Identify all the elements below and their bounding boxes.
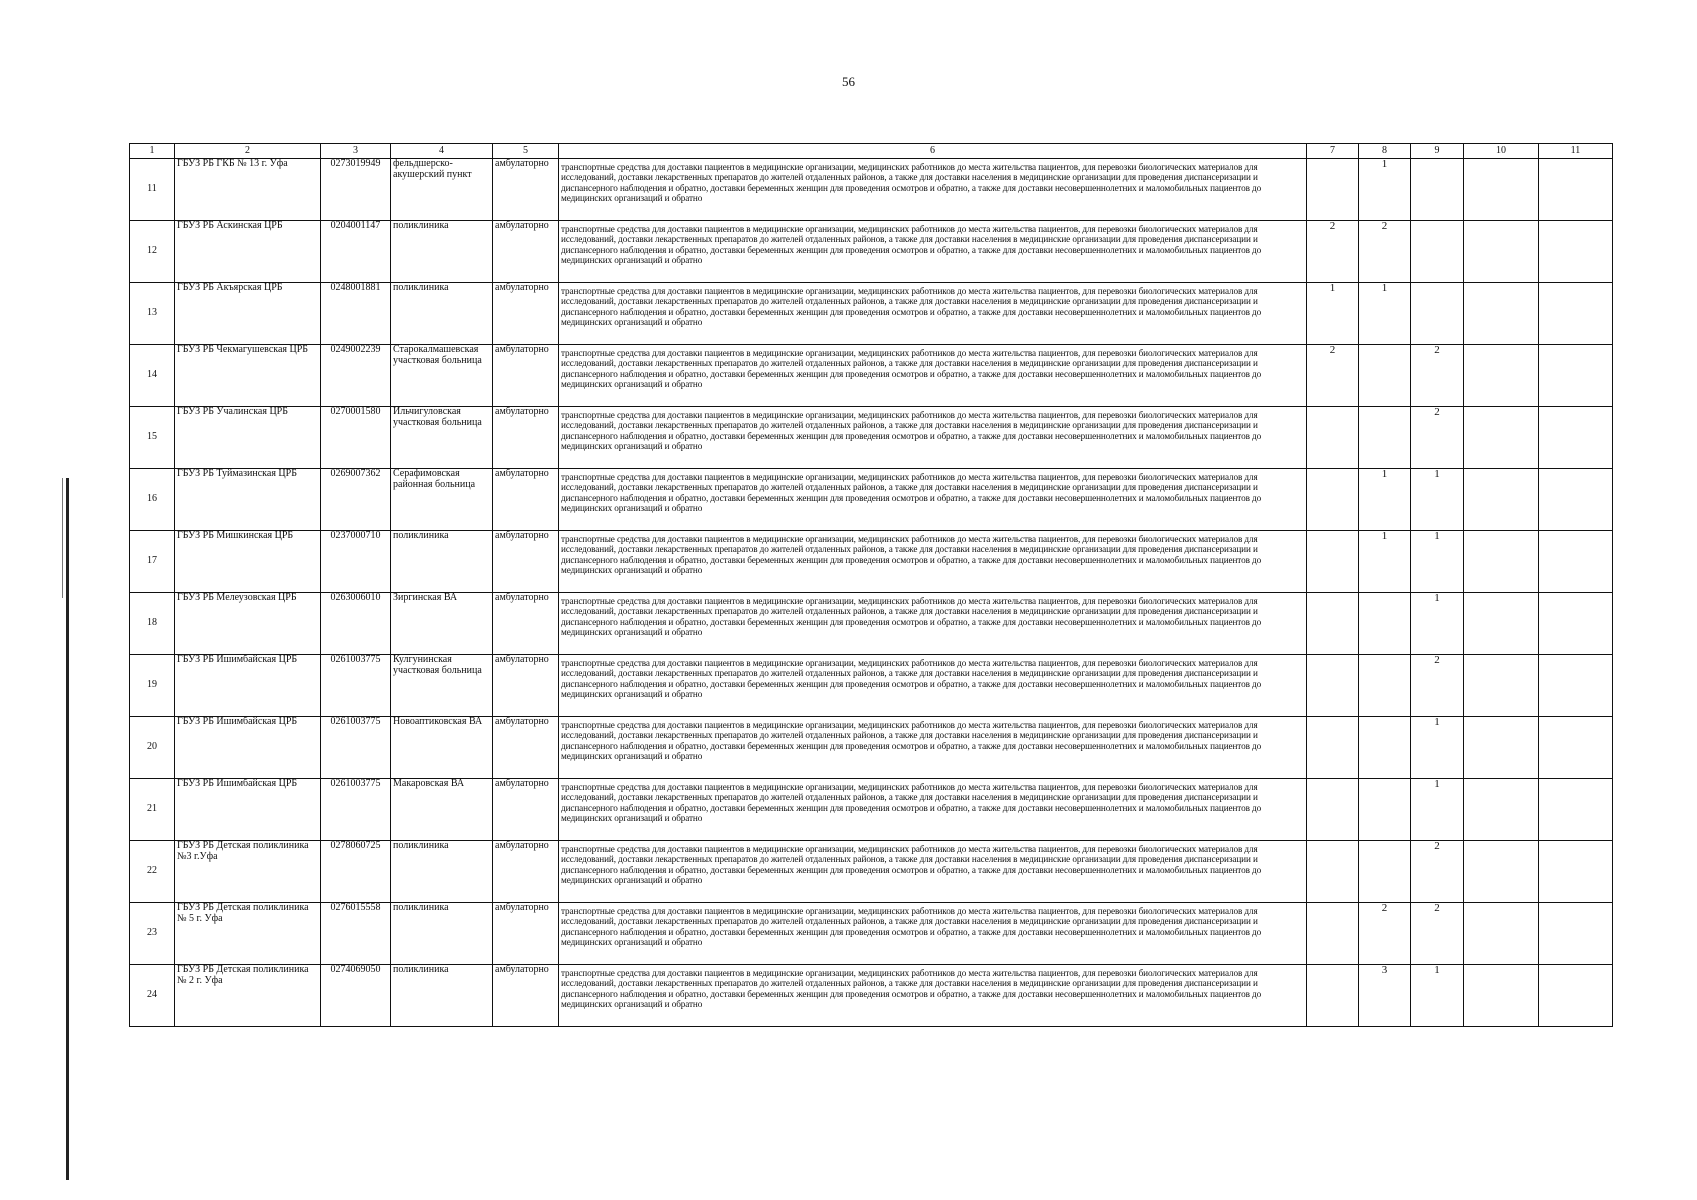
row-number: 21	[130, 779, 175, 841]
col-8-value: 3	[1359, 965, 1411, 1027]
vehicle-purpose: транспортные средства для доставки пациентов в медицинские организации, медицинских работников до места жительства пациентов, для перевозки биологических материалов для исследований, доставки лекарственных препаратов до жителей отдаленных районов, а также для доставки населения в медицинские организации для проведения диспансеризации и диспансерного наблюдения и обратно, доставки беременных женщин для проведения осмотров и обратно, а также для доставки несовершеннолетних и маломобильных пациентов до медицинских организаций и обратно	[559, 717, 1307, 779]
vehicle-purpose: транспортные средства для доставки пациентов в медицинские организации, медицинских работников до места жительства пациентов, для перевозки биологических материалов для исследований, доставки лекарственных препаратов до жителей отдаленных районов, а также для доставки населения в медицинские организации для проведения диспансеризации и диспансерного наблюдения и обратно, доставки беременных женщин для проведения осмотров и обратно, а также для доставки несовершеннолетних и маломобильных пациентов до медицинских организаций и обратно	[559, 841, 1307, 903]
col-11-value	[1539, 841, 1613, 903]
vehicle-purpose: транспортные средства для доставки пациентов в медицинские организации, медицинских работников до места жительства пациентов, для перевозки биологических материалов для исследований, доставки лекарственных препаратов до жителей отдаленных районов, а также для доставки населения в медицинские организации для проведения диспансеризации и диспансерного наблюдения и обратно, доставки беременных женщин для проведения осмотров и обратно, а также для доставки несовершеннолетних и маломобильных пациентов до медицинских организаций и обратно	[559, 655, 1307, 717]
subdivision-name: поликлиника	[391, 221, 493, 283]
header-cell: 6	[559, 144, 1307, 159]
inn-code: 0204001147	[321, 221, 391, 283]
col-11-value	[1539, 221, 1613, 283]
col-11-value	[1539, 283, 1613, 345]
scan-edge-mark-thin	[62, 478, 63, 598]
col-7-value	[1307, 655, 1359, 717]
col-8-value	[1359, 345, 1411, 407]
col-10-value	[1464, 903, 1539, 965]
vehicle-purpose: транспортные средства для доставки пациентов в медицинские организации, медицинских работников до места жительства пациентов, для перевозки биологических материалов для исследований, доставки лекарственных препаратов до жителей отдаленных районов, а также для доставки населения в медицинские организации для проведения диспансеризации и диспансерного наблюдения и обратно, доставки беременных женщин для проведения осмотров и обратно, а также для доставки несовершеннолетних и маломобильных пациентов до медицинских организаций и обратно	[559, 531, 1307, 593]
organization-name: ГБУЗ РБ Туймазинская ЦРБ	[175, 469, 321, 531]
row-number: 17	[130, 531, 175, 593]
vehicle-purpose: транспортные средства для доставки пациентов в медицинские организации, медицинских работников до места жительства пациентов, для перевозки биологических материалов для исследований, доставки лекарственных препаратов до жителей отдаленных районов, а также для доставки населения в медицинские организации для проведения диспансеризации и диспансерного наблюдения и обратно, доставки беременных женщин для проведения осмотров и обратно, а также для доставки несовершеннолетних и маломобильных пациентов до медицинских организаций и обратно	[559, 221, 1307, 283]
col-10-value	[1464, 345, 1539, 407]
inn-code: 0237000710	[321, 531, 391, 593]
col-8-value	[1359, 407, 1411, 469]
col-10-value	[1464, 469, 1539, 531]
vehicle-purpose: транспортные средства для доставки пациентов в медицинские организации, медицинских работников до места жительства пациентов, для перевозки биологических материалов для исследований, доставки лекарственных препаратов до жителей отдаленных районов, а также для доставки населения в медицинские организации для проведения диспансеризации и диспансерного наблюдения и обратно, доставки беременных женщин для проведения осмотров и обратно, а также для доставки несовершеннолетних и маломобильных пациентов до медицинских организаций и обратно	[559, 469, 1307, 531]
table-row	[130, 965, 1613, 1027]
subdivision-name: Новоаптиковская ВА	[391, 717, 493, 779]
header-cell: 3	[321, 144, 391, 159]
row-number: 18	[130, 593, 175, 655]
care-type: амбулаторно	[493, 345, 559, 407]
header-cell: 9	[1411, 144, 1464, 159]
subdivision-name: Кулгунинская участковая больница	[391, 655, 493, 717]
header-cell: 7	[1307, 144, 1359, 159]
table-row	[130, 407, 1613, 469]
care-type: амбулаторно	[493, 283, 559, 345]
col-9-value: 2	[1411, 841, 1464, 903]
col-9-value: 2	[1411, 407, 1464, 469]
row-number: 19	[130, 655, 175, 717]
col-7-value: 1	[1307, 283, 1359, 345]
vehicle-purpose: транспортные средства для доставки пациентов в медицинские организации, медицинских работников до места жительства пациентов, для перевозки биологических материалов для исследований, доставки лекарственных препаратов до жителей отдаленных районов, а также для доставки населения в медицинские организации для проведения диспансеризации и диспансерного наблюдения и обратно, доставки беременных женщин для проведения осмотров и обратно, а также для доставки несовершеннолетних и маломобильных пациентов до медицинских организаций и обратно	[559, 593, 1307, 655]
row-number: 15	[130, 407, 175, 469]
col-10-value	[1464, 221, 1539, 283]
care-type: амбулаторно	[493, 965, 559, 1027]
col-7-value	[1307, 903, 1359, 965]
col-10-value	[1464, 717, 1539, 779]
subdivision-name: поликлиника	[391, 841, 493, 903]
col-9-value	[1411, 159, 1464, 221]
organization-name: ГБУЗ РБ Детская поликлиника № 5 г. Уфа	[175, 903, 321, 965]
inn-code: 0278060725	[321, 841, 391, 903]
col-7-value	[1307, 407, 1359, 469]
col-7-value	[1307, 841, 1359, 903]
col-10-value	[1464, 593, 1539, 655]
organization-name: ГБУЗ РБ Мелеузовская ЦРБ	[175, 593, 321, 655]
col-10-value	[1464, 407, 1539, 469]
care-type: амбулаторно	[493, 407, 559, 469]
table-row	[130, 345, 1613, 407]
col-7-value	[1307, 965, 1359, 1027]
inn-code: 0263006010	[321, 593, 391, 655]
row-number: 20	[130, 717, 175, 779]
row-number: 11	[130, 159, 175, 221]
organization-name: ГБУЗ РБ Чекмагушевская ЦРБ	[175, 345, 321, 407]
col-10-value	[1464, 965, 1539, 1027]
col-8-value	[1359, 779, 1411, 841]
subdivision-name: фельдшерско-акушерский пункт	[391, 159, 493, 221]
organization-name: ГБУЗ РБ Детская поликлиника №3 г.Уфа	[175, 841, 321, 903]
inn-code: 0261003775	[321, 717, 391, 779]
inn-code: 0249002239	[321, 345, 391, 407]
header-cell: 8	[1359, 144, 1411, 159]
table-row	[130, 159, 1613, 221]
col-11-value	[1539, 593, 1613, 655]
care-type: амбулаторно	[493, 717, 559, 779]
vehicle-purpose: транспортные средства для доставки пациентов в медицинские организации, медицинских работников до места жительства пациентов, для перевозки биологических материалов для исследований, доставки лекарственных препаратов до жителей отдаленных районов, а также для доставки населения в медицинские организации для проведения диспансеризации и диспансерного наблюдения и обратно, доставки беременных женщин для проведения осмотров и обратно, а также для доставки несовершеннолетних и маломобильных пациентов до медицинских организаций и обратно	[559, 345, 1307, 407]
col-7-value	[1307, 469, 1359, 531]
col-11-value	[1539, 965, 1613, 1027]
subdivision-name: поликлиника	[391, 965, 493, 1027]
organization-name: ГБУЗ РБ Ишимбайская ЦРБ	[175, 655, 321, 717]
organization-name: ГБУЗ РБ Детская поликлиника № 2 г. Уфа	[175, 965, 321, 1027]
vehicle-allocation-table	[129, 143, 1613, 1027]
col-11-value	[1539, 469, 1613, 531]
header-cell: 10	[1464, 144, 1539, 159]
row-number: 16	[130, 469, 175, 531]
inn-code: 0248001881	[321, 283, 391, 345]
col-10-value	[1464, 655, 1539, 717]
col-7-value: 2	[1307, 221, 1359, 283]
col-7-value: 2	[1307, 345, 1359, 407]
col-9-value: 2	[1411, 345, 1464, 407]
row-number: 24	[130, 965, 175, 1027]
table-row	[130, 779, 1613, 841]
table-row	[130, 593, 1613, 655]
organization-name: ГБУЗ РБ ГКБ № 13 г. Уфа	[175, 159, 321, 221]
header-cell: 11	[1539, 144, 1613, 159]
col-7-value	[1307, 717, 1359, 779]
scan-edge-mark	[66, 478, 69, 1180]
inn-code: 0261003775	[321, 779, 391, 841]
col-10-value	[1464, 531, 1539, 593]
vehicle-purpose: транспортные средства для доставки пациентов в медицинские организации, медицинских работников до места жительства пациентов, для перевозки биологических материалов для исследований, доставки лекарственных препаратов до жителей отдаленных районов, а также для доставки населения в медицинские организации для проведения диспансеризации и диспансерного наблюдения и обратно, доставки беременных женщин для проведения осмотров и обратно, а также для доставки несовершеннолетних и маломобильных пациентов до медицинских организаций и обратно	[559, 159, 1307, 221]
col-11-value	[1539, 345, 1613, 407]
col-8-value: 2	[1359, 903, 1411, 965]
row-number: 14	[130, 345, 175, 407]
col-10-value	[1464, 779, 1539, 841]
care-type: амбулаторно	[493, 593, 559, 655]
organization-name: ГБУЗ РБ Ишимбайская ЦРБ	[175, 779, 321, 841]
inn-code: 0270001580	[321, 407, 391, 469]
col-8-value	[1359, 593, 1411, 655]
subdivision-name: поликлиника	[391, 531, 493, 593]
vehicle-purpose: транспортные средства для доставки пациентов в медицинские организации, медицинских работников до места жительства пациентов, для перевозки биологических материалов для исследований, доставки лекарственных препаратов до жителей отдаленных районов, а также для доставки населения в медицинские организации для проведения диспансеризации и диспансерного наблюдения и обратно, доставки беременных женщин для проведения осмотров и обратно, а также для доставки несовершеннолетних и маломобильных пациентов до медицинских организаций и обратно	[559, 965, 1307, 1027]
col-8-value: 1	[1359, 283, 1411, 345]
organization-name: ГБУЗ РБ Ишимбайская ЦРБ	[175, 717, 321, 779]
care-type: амбулаторно	[493, 779, 559, 841]
care-type: амбулаторно	[493, 469, 559, 531]
row-number: 12	[130, 221, 175, 283]
col-11-value	[1539, 655, 1613, 717]
col-8-value: 1	[1359, 531, 1411, 593]
col-7-value	[1307, 531, 1359, 593]
col-9-value: 1	[1411, 965, 1464, 1027]
page-number: 56	[842, 74, 855, 89]
header-cell: 1	[130, 144, 175, 159]
col-8-value: 2	[1359, 221, 1411, 283]
col-9-value	[1411, 283, 1464, 345]
subdivision-name: Макаровская ВА	[391, 779, 493, 841]
table-row	[130, 717, 1613, 779]
subdivision-name: поликлиника	[391, 903, 493, 965]
col-11-value	[1539, 779, 1613, 841]
col-8-value: 1	[1359, 159, 1411, 221]
col-7-value	[1307, 593, 1359, 655]
row-number: 13	[130, 283, 175, 345]
col-9-value: 2	[1411, 655, 1464, 717]
header-cell: 4	[391, 144, 493, 159]
inn-code: 0276015558	[321, 903, 391, 965]
col-10-value	[1464, 283, 1539, 345]
table-body	[130, 159, 1613, 1027]
col-8-value	[1359, 841, 1411, 903]
col-11-value	[1539, 903, 1613, 965]
vehicle-purpose: транспортные средства для доставки пациентов в медицинские организации, медицинских работников до места жительства пациентов, для перевозки биологических материалов для исследований, доставки лекарственных препаратов до жителей отдаленных районов, а также для доставки населения в медицинские организации для проведения диспансеризации и диспансерного наблюдения и обратно, доставки беременных женщин для проведения осмотров и обратно, а также для доставки несовершеннолетних и маломобильных пациентов до медицинских организаций и обратно	[559, 779, 1307, 841]
col-9-value: 1	[1411, 717, 1464, 779]
inn-code: 0261003775	[321, 655, 391, 717]
header-cell: 2	[175, 144, 321, 159]
organization-name: ГБУЗ РБ Мишкинская ЦРБ	[175, 531, 321, 593]
organization-name: ГБУЗ РБ Акъярская ЦРБ	[175, 283, 321, 345]
inn-code: 0273019949	[321, 159, 391, 221]
inn-code: 0274069050	[321, 965, 391, 1027]
col-9-value: 1	[1411, 593, 1464, 655]
care-type: амбулаторно	[493, 841, 559, 903]
subdivision-name: Зиргинская ВА	[391, 593, 493, 655]
col-9-value: 1	[1411, 469, 1464, 531]
vehicle-purpose: транспортные средства для доставки пациентов в медицинские организации, медицинских работников до места жительства пациентов, для перевозки биологических материалов для исследований, доставки лекарственных препаратов до жителей отдаленных районов, а также для доставки населения в медицинские организации для проведения диспансеризации и диспансерного наблюдения и обратно, доставки беременных женщин для проведения осмотров и обратно, а также для доставки несовершеннолетних и маломобильных пациентов до медицинских организаций и обратно	[559, 283, 1307, 345]
subdivision-name: Ильчигуловская участковая больница	[391, 407, 493, 469]
table-header-row	[130, 144, 1613, 159]
col-7-value	[1307, 159, 1359, 221]
row-number: 23	[130, 903, 175, 965]
care-type: амбулаторно	[493, 903, 559, 965]
inn-code: 0269007362	[321, 469, 391, 531]
care-type: амбулаторно	[493, 531, 559, 593]
care-type: амбулаторно	[493, 655, 559, 717]
col-9-value: 2	[1411, 903, 1464, 965]
header-cell: 5	[493, 144, 559, 159]
col-11-value	[1539, 159, 1613, 221]
vehicle-purpose: транспортные средства для доставки пациентов в медицинские организации, медицинских работников до места жительства пациентов, для перевозки биологических материалов для исследований, доставки лекарственных препаратов до жителей отдаленных районов, а также для доставки населения в медицинские организации для проведения диспансеризации и диспансерного наблюдения и обратно, доставки беременных женщин для проведения осмотров и обратно, а также для доставки несовершеннолетних и маломобильных пациентов до медицинских организаций и обратно	[559, 407, 1307, 469]
organization-name: ГБУЗ РБ Учалинская ЦРБ	[175, 407, 321, 469]
vehicle-purpose: транспортные средства для доставки пациентов в медицинские организации, медицинских работников до места жительства пациентов, для перевозки биологических материалов для исследований, доставки лекарственных препаратов до жителей отдаленных районов, а также для доставки населения в медицинские организации для проведения диспансеризации и диспансерного наблюдения и обратно, доставки беременных женщин для проведения осмотров и обратно, а также для доставки несовершеннолетних и маломобильных пациентов до медицинских организаций и обратно	[559, 903, 1307, 965]
col-8-value	[1359, 717, 1411, 779]
col-11-value	[1539, 717, 1613, 779]
table-row	[130, 531, 1613, 593]
table-row	[130, 469, 1613, 531]
table-row	[130, 903, 1613, 965]
table-row	[130, 655, 1613, 717]
table-row	[130, 221, 1613, 283]
organization-name: ГБУЗ РБ Аскинская ЦРБ	[175, 221, 321, 283]
care-type: амбулаторно	[493, 221, 559, 283]
col-9-value	[1411, 221, 1464, 283]
subdivision-name: Старокалмашевская участковая больница	[391, 345, 493, 407]
col-9-value: 1	[1411, 779, 1464, 841]
care-type: амбулаторно	[493, 159, 559, 221]
col-7-value	[1307, 779, 1359, 841]
table-row	[130, 283, 1613, 345]
col-8-value	[1359, 655, 1411, 717]
row-number: 22	[130, 841, 175, 903]
col-11-value	[1539, 531, 1613, 593]
subdivision-name: поликлиника	[391, 283, 493, 345]
col-10-value	[1464, 841, 1539, 903]
col-8-value: 1	[1359, 469, 1411, 531]
table-row	[130, 841, 1613, 903]
col-11-value	[1539, 407, 1613, 469]
col-9-value: 1	[1411, 531, 1464, 593]
subdivision-name: Серафимовская районная больница	[391, 469, 493, 531]
col-10-value	[1464, 159, 1539, 221]
